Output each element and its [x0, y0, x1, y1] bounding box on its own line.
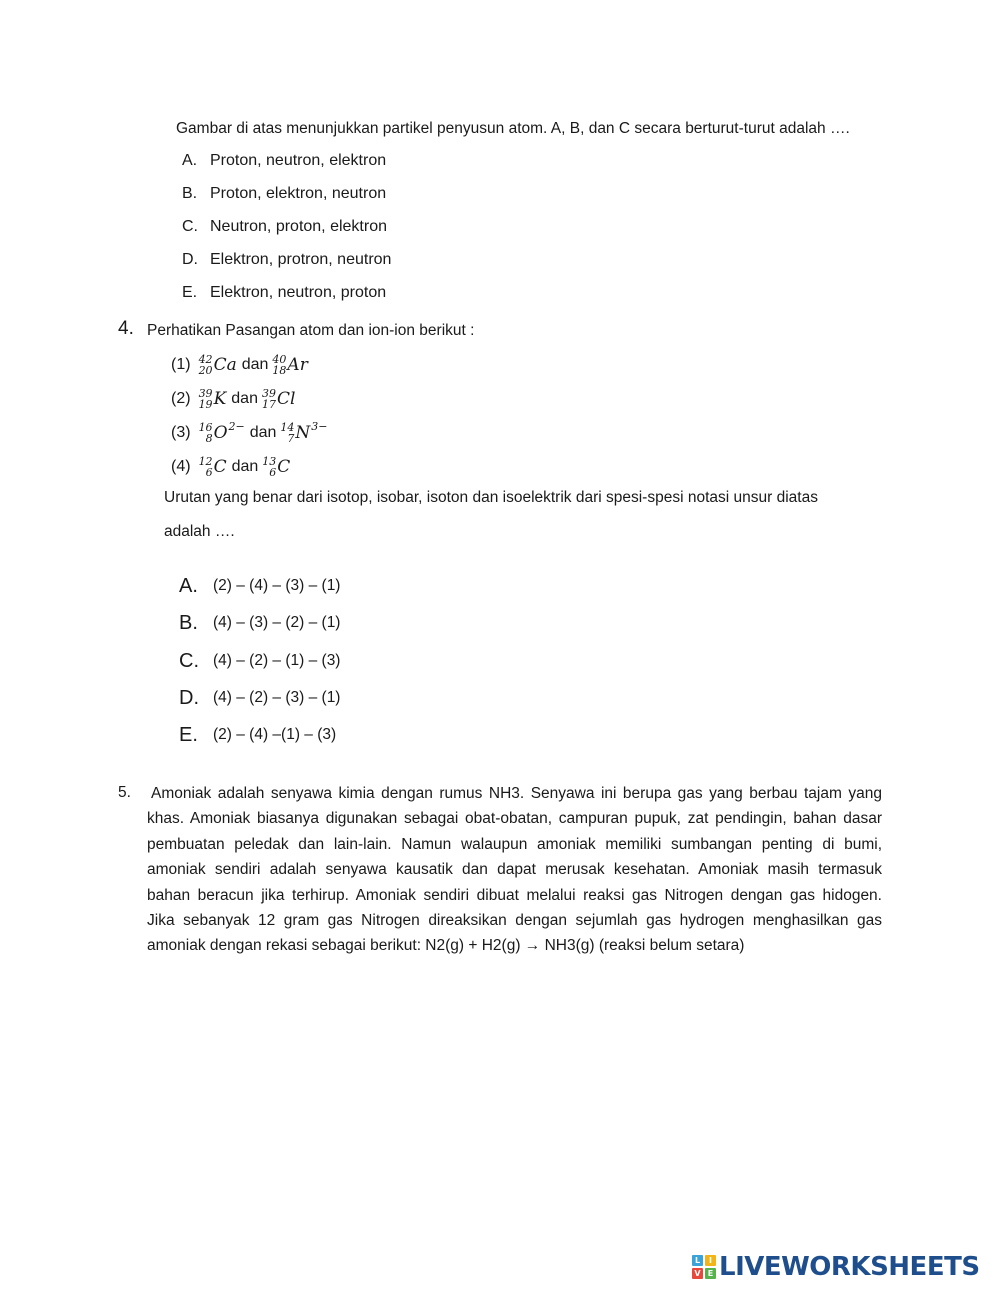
atomic-number: 8 [205, 432, 213, 445]
logo-wordmark: LIVEWORKSHEETS [719, 1252, 980, 1282]
option-letter: B. [179, 611, 198, 634]
q5-line-5: bahan beracun jika terhirup. Amoniak sendiri dibuat melalui reaksi gas Nitrogen dengan gas hidogen. [147, 886, 882, 904]
atomic-number: 18 [272, 364, 287, 377]
pair-label: (2) [171, 390, 191, 407]
q3-option-d[interactable] [182, 251, 392, 269]
pair-label: (1) [171, 356, 191, 373]
pair-label: (4) [171, 458, 191, 475]
conjunction: dan [231, 458, 259, 475]
option-letter: E. [182, 284, 198, 301]
option-text: (4) – (2) – (1) – (3) [213, 652, 341, 669]
nuclide-c13 [262, 456, 290, 478]
nuclide-o-ion [198, 419, 245, 445]
nuclide-ca [199, 354, 237, 376]
atomic-number: 6 [205, 466, 213, 479]
nuclide-k [199, 388, 227, 410]
conjunction: dan [241, 356, 269, 373]
option-letter: A. [179, 574, 198, 597]
option-letter: E. [179, 723, 198, 746]
mass-number: 16 [198, 421, 213, 434]
q4-option-a[interactable] [179, 573, 340, 599]
element-symbol: Ca [213, 355, 237, 375]
atomic-number: 17 [261, 398, 276, 411]
ion-charge: 3− [311, 419, 328, 433]
option-text: (2) – (4) –(1) – (3) [213, 726, 337, 743]
option-text: Neutron, proton, elektron [210, 218, 387, 235]
q5-number: 5. [118, 784, 131, 801]
mass-number: 13 [262, 455, 277, 468]
q4-option-e[interactable] [179, 722, 336, 748]
option-text: Elektron, neutron, proton [210, 284, 387, 301]
option-text: Proton, elektron, neutron [210, 185, 387, 202]
nuclide-c12 [199, 456, 227, 478]
option-letter: C. [182, 218, 198, 235]
q5-line-4: amoniak sendiri adalah senyawa kausatik dan dapat merusak kesehatan. Amoniak masih termasuk [147, 861, 882, 879]
q4-option-d[interactable] [179, 685, 340, 711]
option-letter: A. [182, 152, 198, 169]
q5-line-1: Amoniak adalah senyawa kimia dengan rumus NH3. Senyawa ini berupa gas yang berbau tajam yang [151, 785, 882, 802]
q3-option-e[interactable] [182, 284, 387, 302]
option-letter: D. [182, 251, 198, 268]
q4-pair-3 [171, 420, 329, 446]
element-symbol: Cl [276, 389, 296, 409]
q4-stem: Perhatikan Pasangan atom dan ion-ion berikut : [147, 322, 475, 339]
q4-question-line-1: Urutan yang benar dari isotop, isobar, isoton dan isoelektrik dari spesi-spesi notasi unsur diatas [164, 489, 818, 506]
option-text: (4) – (2) – (3) – (1) [213, 689, 341, 706]
pair-label: (3) [171, 424, 191, 441]
option-text: Proton, neutron, elektron [210, 152, 387, 169]
q4-option-b[interactable] [179, 610, 340, 636]
logo-block-l: L [692, 1255, 703, 1266]
option-text: (2) – (4) – (3) – (1) [213, 577, 341, 594]
conjunction: dan [231, 390, 258, 407]
q5-line-7: amoniak dengan rekasi sebagai berikut: N2(g) + H2(g) → NH3(g) (reaksi belum setara) [147, 937, 745, 955]
atomic-number: 20 [198, 364, 213, 377]
element-symbol: O [213, 423, 228, 443]
option-letter: D. [179, 686, 199, 709]
q4-pair-4 [171, 454, 291, 480]
element-symbol: K [213, 389, 227, 409]
mass-number: 39 [198, 387, 213, 400]
option-text: (4) – (3) – (2) – (1) [213, 614, 341, 631]
q5-line-2: khas. Amoniak biasanya digunakan sebagai obat-obatan, campuran pupuk, zat pendingin, bahan dasar [147, 810, 882, 828]
atomic-number: 6 [269, 466, 277, 479]
q3-option-b[interactable] [182, 185, 387, 203]
element-symbol: C [213, 457, 227, 477]
mass-number: 14 [280, 421, 295, 434]
logo-blocks-icon [692, 1255, 716, 1279]
option-text: Elektron, protron, neutron [210, 251, 392, 268]
nuclide-ar [272, 354, 307, 376]
mass-number: 39 [261, 387, 276, 400]
logo-block-e: E [705, 1268, 716, 1279]
q5-line-6: Jika sebanyak 12 gram gas Nitrogen direaksikan dengan sejumlah gas hydrogen menghasilkan gas [147, 911, 882, 929]
q5-paragraph [147, 781, 882, 959]
q4-option-c[interactable] [179, 648, 340, 674]
nuclide-cl [262, 388, 295, 410]
conjunction: dan [249, 424, 277, 441]
element-symbol: Ar [287, 355, 308, 375]
q4-number: 4. [118, 318, 134, 339]
atomic-number: 7 [287, 432, 295, 445]
q4-question-line-2: adalah …. [164, 523, 235, 540]
element-symbol: N [295, 423, 311, 443]
q4-pair-2 [171, 386, 296, 412]
mass-number: 12 [198, 455, 213, 468]
option-letter: C. [179, 649, 199, 672]
element-symbol: C [277, 457, 291, 477]
option-letter: B. [182, 185, 198, 202]
q3-stem: Gambar di atas menunjukkan partikel penyusun atom. A, B, dan C secara berturut-turut adalah …. [176, 120, 850, 137]
q3-option-c[interactable] [182, 218, 387, 236]
ion-charge: 2− [228, 419, 245, 433]
logo-block-v: V [692, 1268, 703, 1279]
mass-number: 42 [198, 353, 213, 366]
logo-block-i: I [705, 1255, 716, 1266]
q5-line-3: pembuatan peledak dan lain-lain. Namun walaupun amoniak memiliki sumbangan penting di bumi, [147, 835, 882, 853]
q3-option-a[interactable] [182, 152, 387, 170]
q4-pair-1 [171, 352, 309, 378]
mass-number: 40 [272, 353, 287, 366]
atomic-number: 19 [198, 398, 213, 411]
nuclide-n-ion [280, 419, 328, 445]
liveworksheets-logo[interactable] [692, 1252, 980, 1282]
